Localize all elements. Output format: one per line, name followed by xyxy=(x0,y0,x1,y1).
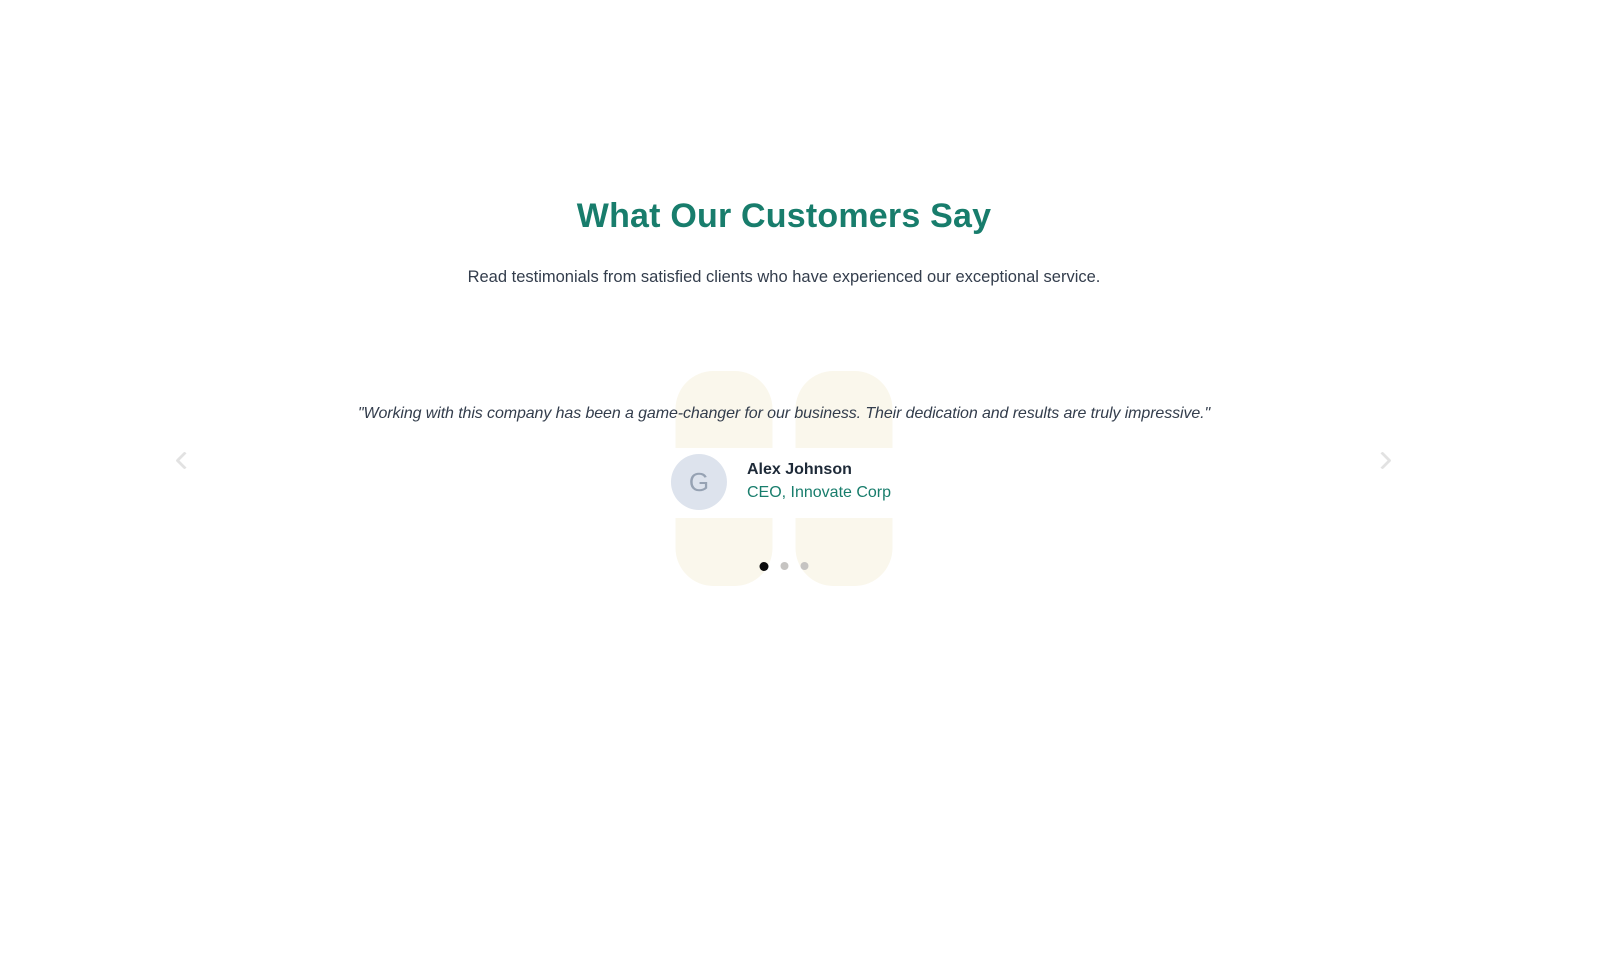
chevron-left-icon xyxy=(175,451,193,469)
testimonial-quote: "Working with this company has been a game-changer for our business. Their dedication and results are truly impressive." xyxy=(357,405,1211,422)
section-title: What Our Customers Say xyxy=(576,197,992,235)
section-subtitle: Read testimonials from satisfied clients who have experienced our exceptional service. xyxy=(467,268,1101,286)
testimonial-author xyxy=(667,448,901,518)
carousel-dots xyxy=(760,561,809,571)
carousel-dot-2[interactable] xyxy=(781,562,789,570)
author-name: Alex Johnson xyxy=(746,461,852,478)
author-role: CEO, Innovate Corp xyxy=(746,484,892,501)
carousel-next-button[interactable] xyxy=(1368,446,1398,476)
author-meta xyxy=(747,459,891,505)
avatar: G xyxy=(671,454,727,510)
chevron-right-icon xyxy=(1373,451,1391,469)
carousel-dot-1[interactable] xyxy=(760,562,769,571)
carousel-prev-button[interactable] xyxy=(170,446,200,476)
carousel-dot-3[interactable] xyxy=(801,562,809,570)
